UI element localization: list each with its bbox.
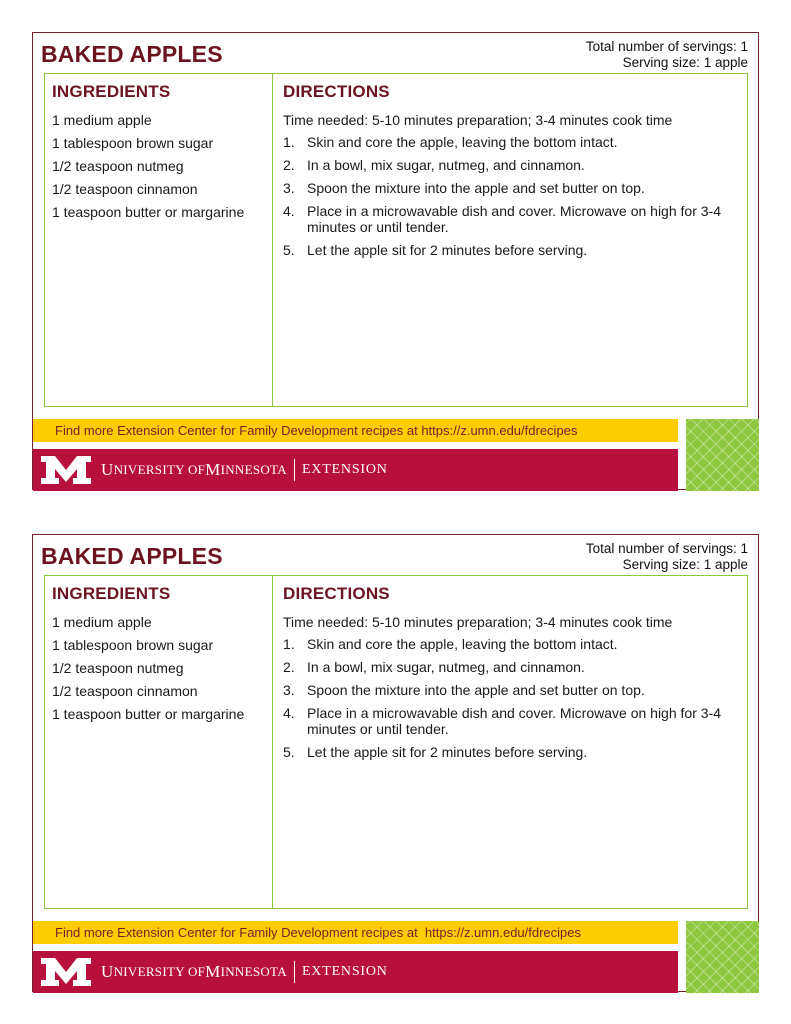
wordmark-divider (294, 961, 295, 983)
university-wordmark (101, 961, 388, 983)
wordmark-innesota: INNESOTA (220, 964, 287, 979)
wordmark-niversity: NIVERSITY OF (113, 462, 206, 477)
ingredients-column (45, 74, 273, 406)
ingredient-item: 1 teaspoon butter or margarine (52, 204, 245, 220)
wordmark-divider (294, 459, 295, 481)
ingredient-item: 1 tablespoon brown sugar (52, 135, 214, 151)
time-needed: Time needed: 5-10 minutes preparation; 3-4 minutes cook time (283, 614, 673, 630)
direction-step (283, 242, 737, 258)
university-wordmark (101, 459, 388, 481)
ingredients-list (52, 112, 272, 220)
ingredients-heading: INGREDIENTS (52, 584, 171, 603)
direction-step (283, 744, 737, 760)
recipe-body (44, 73, 748, 407)
footer-recipes-link: Find more Extension Center for Family Development recipes at https://z.umn.edu/fdrecipes (33, 921, 678, 944)
servings-total: Total number of servings: 1 (585, 39, 748, 54)
ingredient-item: 1 medium apple (52, 614, 152, 630)
ingredient-item: 1/2 teaspoon nutmeg (52, 158, 184, 174)
directions-heading: DIRECTIONS (283, 82, 390, 101)
step-number: 3. (283, 180, 295, 196)
servings-total: Total number of servings: 1 (585, 541, 748, 556)
step-text: Skin and core the apple, leaving the bottom intact. (307, 636, 618, 652)
wordmark-niversity: NIVERSITY OF (113, 964, 206, 979)
serving-size: Serving size: 1 apple (622, 55, 748, 70)
directions-list (283, 134, 737, 258)
servings-info (586, 39, 748, 71)
wordmark-u: U (101, 962, 114, 981)
step-text: Spoon the mixture into the apple and set butter on top. (307, 682, 645, 698)
direction-step (283, 157, 737, 173)
brand-band (33, 449, 678, 491)
direction-step (283, 134, 737, 150)
wordmark-extension: EXTENSION (301, 462, 388, 477)
ingredient-item: 1/2 teaspoon cinnamon (52, 683, 198, 699)
recipe-title: BAKED APPLES (41, 543, 223, 569)
ingredients-heading: INGREDIENTS (52, 82, 171, 101)
step-number: 4. (283, 705, 295, 721)
step-text: Place in a microwavable dish and cover. Microwave on high for 3-4 minutes or until tender. (307, 203, 721, 235)
directions-column (273, 576, 747, 908)
step-text: In a bowl, mix sugar, nutmeg, and cinnamon. (307, 659, 585, 675)
serving-size: Serving size: 1 apple (622, 557, 748, 572)
recipe-card-2 (32, 534, 759, 992)
step-number: 1. (283, 636, 295, 652)
step-text: Let the apple sit for 2 minutes before serving. (307, 242, 588, 258)
step-number: 4. (283, 203, 295, 219)
step-text: In a bowl, mix sugar, nutmeg, and cinnamon. (307, 157, 585, 173)
recipe-card-1 (32, 32, 759, 490)
direction-step (283, 180, 737, 196)
green-pattern-tile (686, 921, 759, 993)
wordmark-innesota: INNESOTA (220, 462, 287, 477)
step-number: 5. (283, 242, 295, 258)
umn-block-m-logo-icon (39, 454, 93, 486)
direction-step (283, 203, 737, 235)
step-number: 1. (283, 134, 295, 150)
recipe-title: BAKED APPLES (41, 41, 223, 67)
footer-recipes-link: Find more Extension Center for Family Development recipes at https://z.umn.edu/fdrecipes (33, 419, 678, 442)
direction-step (283, 659, 737, 675)
direction-step (283, 682, 737, 698)
brand-band (33, 951, 678, 993)
step-text: Skin and core the apple, leaving the bottom intact. (307, 134, 618, 150)
wordmark-m: M (205, 460, 221, 479)
step-number: 2. (283, 157, 295, 173)
wordmark-m: M (205, 962, 221, 981)
green-pattern-tile (686, 419, 759, 491)
step-number: 5. (283, 744, 295, 760)
step-text: Let the apple sit for 2 minutes before serving. (307, 744, 588, 760)
ingredients-list (52, 614, 272, 722)
direction-step (283, 636, 737, 652)
ingredient-item: 1 medium apple (52, 112, 152, 128)
servings-info (586, 541, 748, 573)
step-text: Place in a microwavable dish and cover. Microwave on high for 3-4 minutes or until tender. (307, 705, 721, 737)
time-needed: Time needed: 5-10 minutes preparation; 3-4 minutes cook time (283, 112, 673, 128)
directions-column (273, 74, 747, 406)
direction-step (283, 705, 737, 737)
ingredients-column (45, 576, 273, 908)
wordmark-u: U (101, 460, 114, 479)
wordmark-extension: EXTENSION (301, 964, 388, 979)
ingredient-item: 1/2 teaspoon cinnamon (52, 181, 198, 197)
step-number: 3. (283, 682, 295, 698)
step-number: 2. (283, 659, 295, 675)
directions-list (283, 636, 737, 760)
ingredient-item: 1 teaspoon butter or margarine (52, 706, 245, 722)
ingredient-item: 1 tablespoon brown sugar (52, 637, 214, 653)
directions-heading: DIRECTIONS (283, 584, 390, 603)
recipe-body (44, 575, 748, 909)
umn-block-m-logo-icon (39, 956, 93, 988)
step-text: Spoon the mixture into the apple and set butter on top. (307, 180, 645, 196)
ingredient-item: 1/2 teaspoon nutmeg (52, 660, 184, 676)
